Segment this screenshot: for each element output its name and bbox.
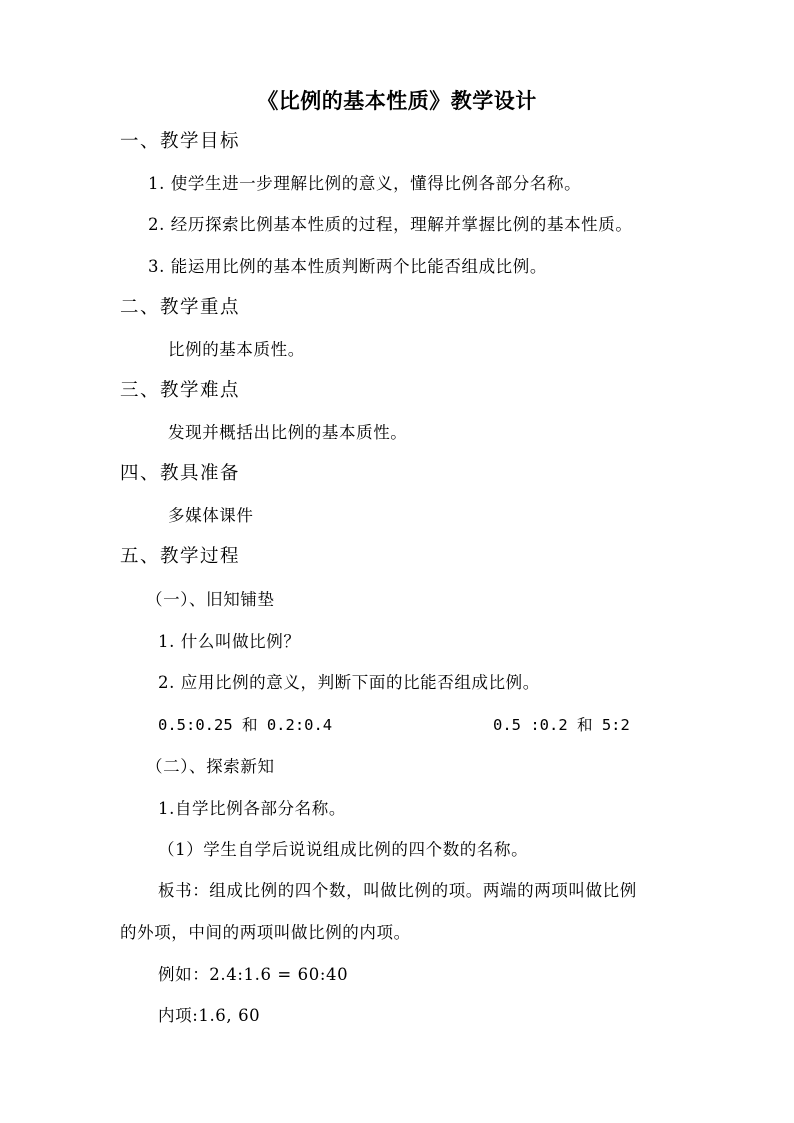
materials-text: 多媒体课件: [168, 506, 254, 525]
subsection-heading-explore: （二）、探索新知: [146, 757, 275, 776]
section-heading-materials: 四、教具准备: [120, 463, 241, 484]
objective-item-1: 1. 使学生进一步理解比例的意义，懂得比例各部分名称。: [148, 174, 582, 193]
explore-step-1-1: （1）学生自学后说说组成比例的四个数的名称。: [158, 840, 529, 859]
example-ratio: 例如：2.4:1.6 = 60:40: [158, 965, 349, 984]
subsection-heading-review: （一）、旧知铺垫: [146, 590, 275, 609]
review-question-1: 1. 什么叫做比例？: [158, 632, 301, 651]
review-question-2: 2. 应用比例的意义，判断下面的比能否组成比例。: [158, 673, 540, 692]
section-heading-key-points: 二、教学重点: [120, 297, 241, 318]
document-title: 《比例的基本性质》教学设计: [257, 88, 537, 113]
section-heading-difficulties: 三、教学难点: [120, 380, 241, 401]
board-text-line-2: 的外项，中间的两项叫做比例的内项。: [120, 923, 411, 942]
board-text-line-1: 板书：组成比例的四个数，叫做比例的项。两端的两项叫做比例: [158, 881, 637, 900]
section-heading-objectives: 一、教学目标: [120, 131, 241, 152]
difficulties-text: 发现并概括出比例的基本质性。: [168, 423, 408, 442]
section-heading-process: 五、教学过程: [120, 546, 241, 567]
objective-item-2: 2. 经历探索比例基本性质的过程，理解并掌握比例的基本性质。: [148, 215, 633, 234]
key-points-text: 比例的基本质性。: [168, 340, 305, 359]
review-example-right: 0.5 :0.2 和 5:2: [493, 716, 630, 734]
explore-step-1: 1.自学比例各部分名称。: [158, 799, 346, 818]
review-example-left: 0.5:0.25 和 0.2:0.4: [158, 716, 333, 734]
objective-item-3: 3. 能运用比例的基本性质判断两个比能否组成比例。: [148, 257, 547, 276]
inner-terms: 内项:1.6, 60: [158, 1006, 261, 1025]
